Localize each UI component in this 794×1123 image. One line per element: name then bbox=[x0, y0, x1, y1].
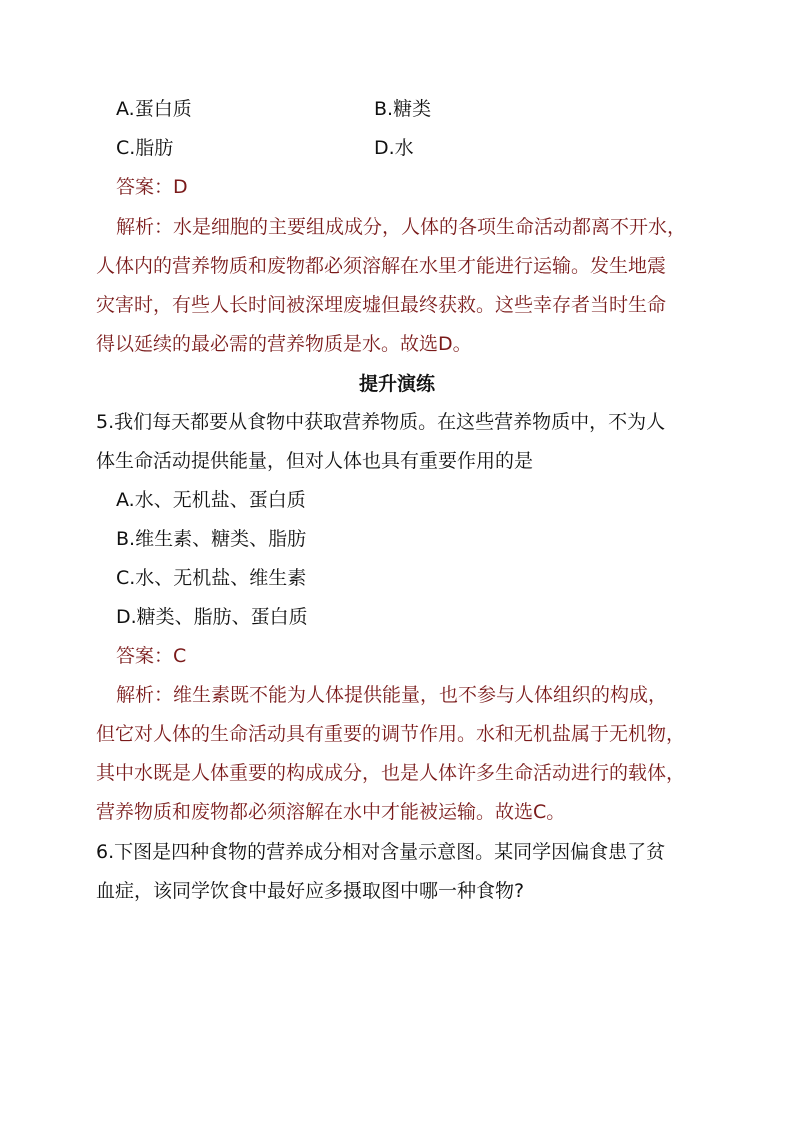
q5-explanation-line-1: 解析：维生素既不能为人体提供能量，也不参与人体组织的构成， bbox=[116, 684, 668, 706]
q5-stem-line-1: 5.我们每天都要从食物中获取营养物质。在这些营养物质中，不为人 bbox=[96, 411, 666, 433]
q5-option-b: B.维生素、糖类、脂肪 bbox=[116, 528, 307, 550]
q5-option-d: D.糖类、脂肪、蛋白质 bbox=[116, 606, 308, 628]
q4-option-a: A.蛋白质 bbox=[116, 98, 192, 120]
q5-option-c: C.水、无机盐、维生素 bbox=[116, 567, 307, 589]
q4-answer: 答案：D bbox=[116, 176, 188, 198]
q5-explanation-line-2: 但它对人体的生命活动具有重要的调节作用。水和无机盐属于无机物， bbox=[96, 723, 686, 745]
q4-option-d: D.水 bbox=[374, 137, 414, 159]
q5-answer: 答案：C bbox=[116, 645, 187, 667]
q5-option-a: A.水、无机盐、蛋白质 bbox=[116, 489, 306, 511]
q4-option-b: B.糖类 bbox=[374, 98, 432, 120]
q4-explanation-line-4: 得以延续的最必需的营养物质是水。故选D。 bbox=[96, 333, 472, 355]
q5-explanation-line-3: 其中水既是人体重要的构成成分，也是人体许多生命活动进行的载体， bbox=[96, 762, 686, 784]
q4-explanation-line-2: 人体内的营养物质和废物都必须溶解在水里才能进行运输。发生地震 bbox=[96, 255, 667, 277]
q4-option-c: C.脂肪 bbox=[116, 137, 174, 159]
q5-stem-line-2: 体生命活动提供能量，但对人体也具有重要作用的是 bbox=[96, 450, 534, 472]
section-heading: 提升演练 bbox=[358, 373, 435, 395]
q4-explanation-line-3: 灾害时，有些人长时间被深埋废墟但最终获救。这些幸存者当时生命 bbox=[96, 294, 667, 316]
q4-explanation-line-1: 解析：水是细胞的主要组成成分，人体的各项生命活动都离不开水， bbox=[116, 216, 687, 238]
q5-explanation-line-4: 营养物质和废物都必须溶解在水中才能被运输。故选C。 bbox=[96, 801, 566, 823]
q6-stem-line-2: 血症，该同学饮食中最好应多摄取图中哪一种食物? bbox=[96, 880, 525, 902]
q6-stem-line-1: 6.下图是四种食物的营养成分相对含量示意图。某同学因偏食患了贫 bbox=[96, 841, 666, 863]
